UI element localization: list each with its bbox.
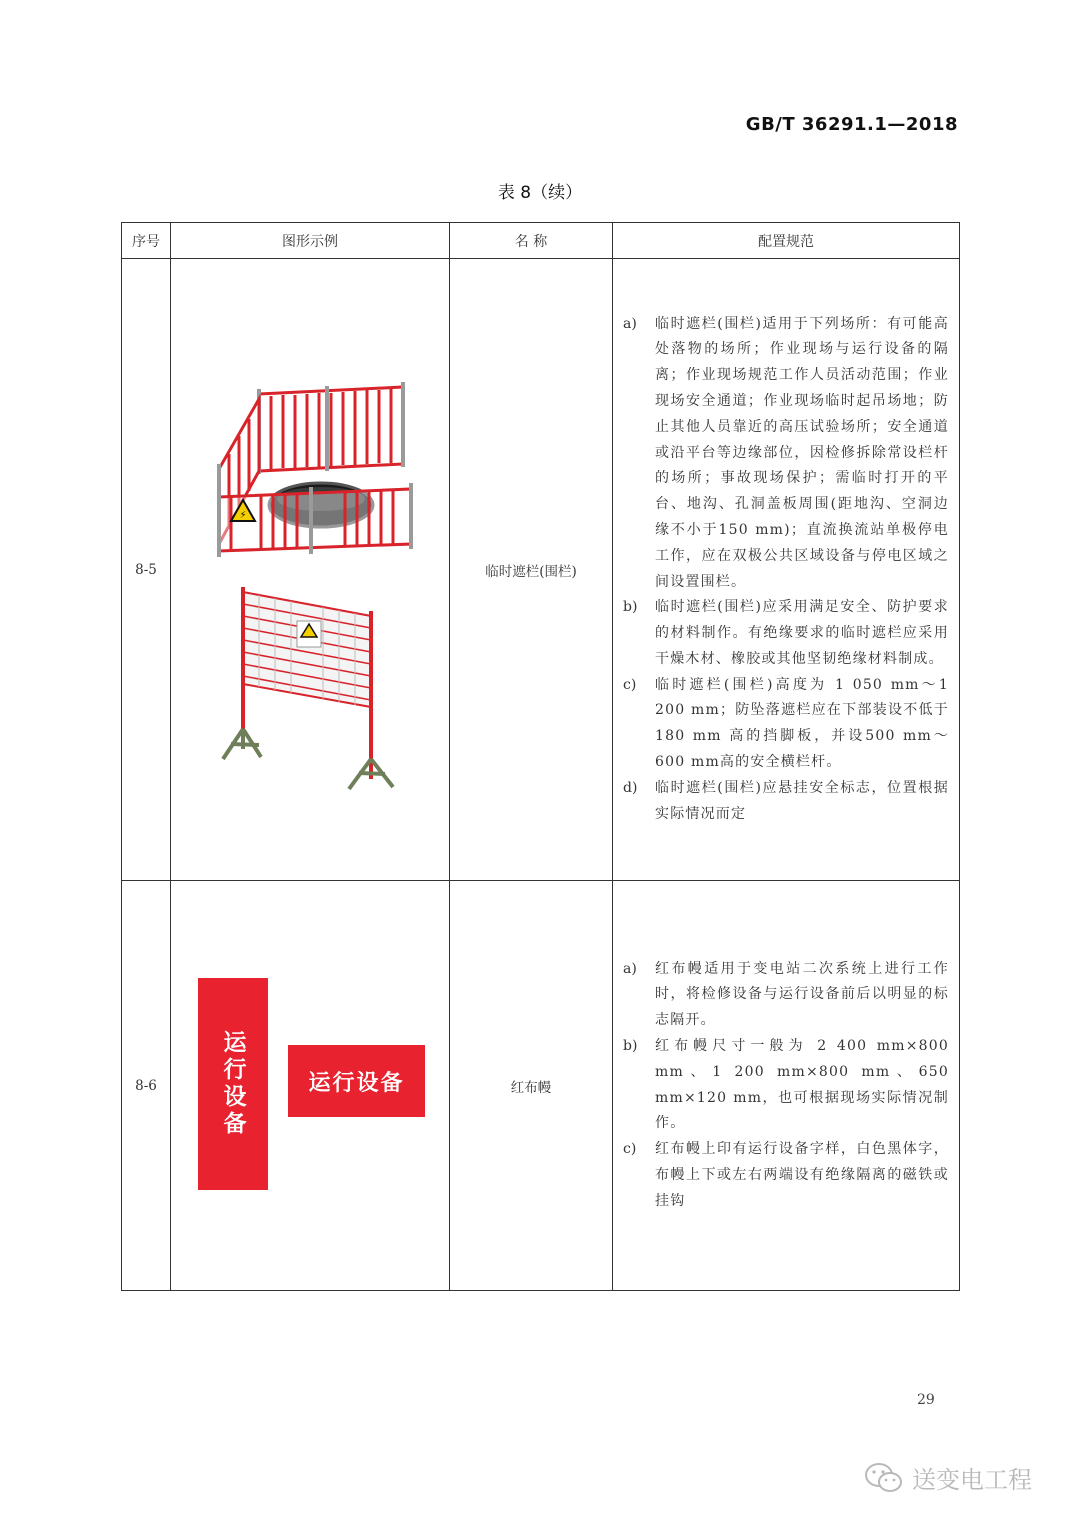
- spec-item: [623, 673, 949, 776]
- spec-item: [623, 595, 949, 672]
- table-row: [122, 881, 960, 1291]
- spec-item-label: b): [623, 599, 638, 616]
- spec-item: [623, 776, 949, 828]
- spec-item-text: 红布幔上印有运行设备字样，白色黑体字，布幔上下或左右两端设有绝缘隔离的磁铁或挂钩: [655, 1141, 949, 1209]
- spec-item: [623, 957, 949, 1034]
- spec-item-text: 红布幔适用于变电站二次系统上进行工作时，将检修设备与运行设备前后以明显的标志隔开。: [655, 960, 949, 1029]
- fence-panel-back: [259, 382, 403, 474]
- spec-item-label: d): [623, 779, 638, 796]
- portable-fence-panel: [223, 587, 393, 789]
- page-number: 29: [917, 1392, 935, 1408]
- spec-item: [623, 1034, 949, 1137]
- spec-item-text: 临时遮栏(围栏)应采用满足安全、防护要求的材料制作。有绝缘要求的临时遮栏应采用干燥木材、橡胶或其他坚韧绝缘材料制成。: [655, 599, 949, 667]
- column-header-figure: 图形示例: [171, 223, 450, 259]
- spec-item-label: c): [623, 1141, 637, 1158]
- spec-cell: [613, 259, 960, 881]
- svg-text:⚡: ⚡: [239, 510, 247, 521]
- column-header-seq: 序号: [122, 223, 171, 259]
- figure-cell: [171, 881, 450, 1291]
- standard-code: GB/T 36291.1—2018: [745, 114, 958, 135]
- row-name: 红布幔: [450, 881, 613, 1291]
- spec-item-label: c): [623, 676, 637, 693]
- watermark: [864, 1460, 1032, 1495]
- spec-item-text: 临时遮栏(围栏)高度为 1 050 mm～1 200 mm；防坠落遮栏应在下部装设不低于180 mm 高的挡脚板，并设500 mm～600 mm高的安全横栏杆。: [655, 676, 949, 771]
- figure-cell: [171, 259, 450, 881]
- spec-item-text: 临时遮栏(围栏)适用于下列场所：有可能高处落物的场所；作业现场与运行设备的隔离；作业现场规范工作人员活动范围；作业现场安全通道；作业现场临时起吊场地；防止其他人员靠近的高压试验场所；安全通道或沿平台等边缘部位，因检修拆除常设栏杆的场所；事故现场保护；需临时打开的平台、地沟、孔洞盖板周围(距地沟、空洞边缘不小于150 mm)；直流换流站单极停电工作，应在双极公共区域设备与停电区域之间设置围栏。: [655, 315, 949, 590]
- row-name: 临时遮栏(围栏): [450, 259, 613, 881]
- column-header-spec: 配置规范: [613, 223, 960, 259]
- row-seq: 8-6: [122, 881, 171, 1291]
- column-header-name: 名 称: [450, 223, 613, 259]
- temporary-fence-illustration: [171, 259, 450, 881]
- wechat-icon: [864, 1461, 904, 1495]
- spec-item: [623, 1137, 949, 1214]
- spec-item-label: b): [623, 1037, 638, 1054]
- spec-item-text: 临时遮栏(围栏)应悬挂安全标志，位置根据实际情况而定: [655, 779, 949, 822]
- table-row: [122, 259, 960, 881]
- table-title: 表 8（续）: [497, 183, 583, 203]
- table-header-row: [122, 223, 960, 259]
- spec-table: [121, 222, 960, 1291]
- red-banner-vertical: 运行设备: [198, 978, 268, 1190]
- red-banner-horizontal: 运行设备: [288, 1045, 425, 1117]
- spec-cell: [613, 881, 960, 1291]
- spec-item-label: a): [623, 315, 637, 332]
- watermark-text: 送变电工程: [912, 1466, 1032, 1494]
- spec-item: [623, 312, 949, 596]
- spec-item-text: 红布幔尺寸一般为 2 400 mm×800 mm、1 200 mm×800 mm、650 mm×120 mm，也可根据现场实际情况制作。: [655, 1037, 949, 1132]
- spec-item-label: a): [623, 960, 637, 977]
- row-seq: 8-5: [122, 259, 171, 881]
